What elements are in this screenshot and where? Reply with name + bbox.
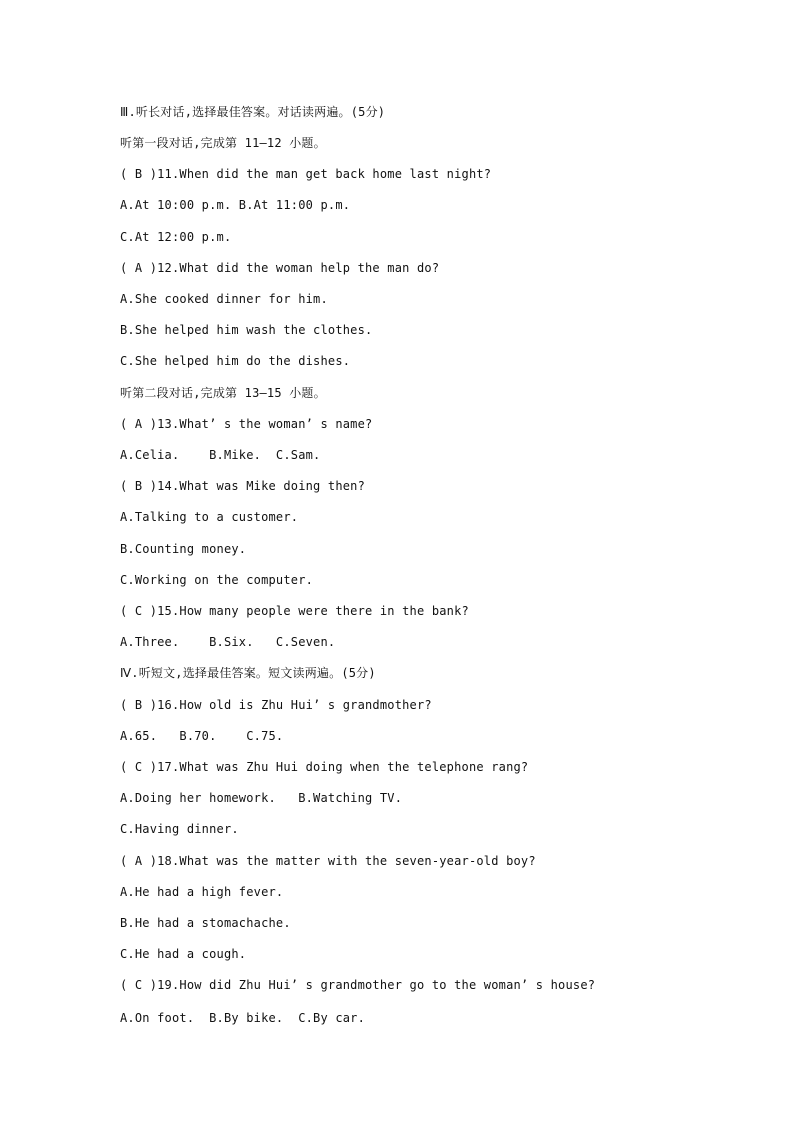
question-18: ( A )18.What was the matter with the seven-year-old boy? bbox=[120, 854, 536, 868]
question-16-options: A.65. B.70. C.75. bbox=[120, 729, 284, 743]
question-18-option-c: C.He had a cough. bbox=[120, 947, 247, 961]
question-18-option-b: B.He had a stomachache. bbox=[120, 916, 291, 930]
question-13: ( A )13.What’ s the woman’ s name? bbox=[120, 417, 373, 431]
question-19-options: A.On foot. B.By bike. C.By car. bbox=[120, 1011, 366, 1025]
section-heading-iii: Ⅲ.听长对话,选择最佳答案。对话读两遍。(5分) bbox=[120, 105, 386, 119]
question-17: ( C )17.What was Zhu Hui doing when the telephone rang? bbox=[120, 760, 529, 774]
question-17-option-c: C.Having dinner. bbox=[120, 822, 239, 836]
question-19: ( C )19.How did Zhu Hui’ s grandmother go to the woman’ s house? bbox=[120, 978, 596, 992]
question-14-option-b: B.Counting money. bbox=[120, 542, 247, 556]
question-12: ( A )12.What did the woman help the man do? bbox=[120, 261, 440, 275]
question-12-option-b: B.She helped him wash the clothes. bbox=[120, 323, 373, 337]
question-15-options: A.Three. B.Six. C.Seven. bbox=[120, 635, 336, 649]
question-18-option-a: A.He had a high fever. bbox=[120, 885, 284, 899]
dialogue-2-instruction: 听第二段对话,完成第 13—15 小题。 bbox=[120, 386, 326, 400]
question-14-option-c: C.Working on the computer. bbox=[120, 573, 314, 587]
question-14-option-a: A.Talking to a customer. bbox=[120, 510, 299, 524]
question-16: ( B )16.How old is Zhu Hui’ s grandmother? bbox=[120, 698, 432, 712]
question-12-option-c: C.She helped him do the dishes. bbox=[120, 354, 351, 368]
question-11: ( B )11.When did the man get back home last night? bbox=[120, 167, 492, 181]
question-13-options: A.Celia. B.Mike. C.Sam. bbox=[120, 448, 321, 462]
question-17-options-ab: A.Doing her homework. B.Watching TV. bbox=[120, 791, 403, 805]
question-12-option-a: A.She cooked dinner for him. bbox=[120, 292, 328, 306]
dialogue-1-instruction: 听第一段对话,完成第 11—12 小题。 bbox=[120, 136, 326, 150]
question-15: ( C )15.How many people were there in the bank? bbox=[120, 604, 469, 618]
section-heading-iv: Ⅳ.听短文,选择最佳答案。短文读两遍。(5分) bbox=[120, 666, 376, 680]
question-11-option-c: C.At 12:00 p.m. bbox=[120, 230, 232, 244]
question-11-options-ab: A.At 10:00 p.m. B.At 11:00 p.m. bbox=[120, 198, 351, 212]
question-14: ( B )14.What was Mike doing then? bbox=[120, 479, 366, 493]
